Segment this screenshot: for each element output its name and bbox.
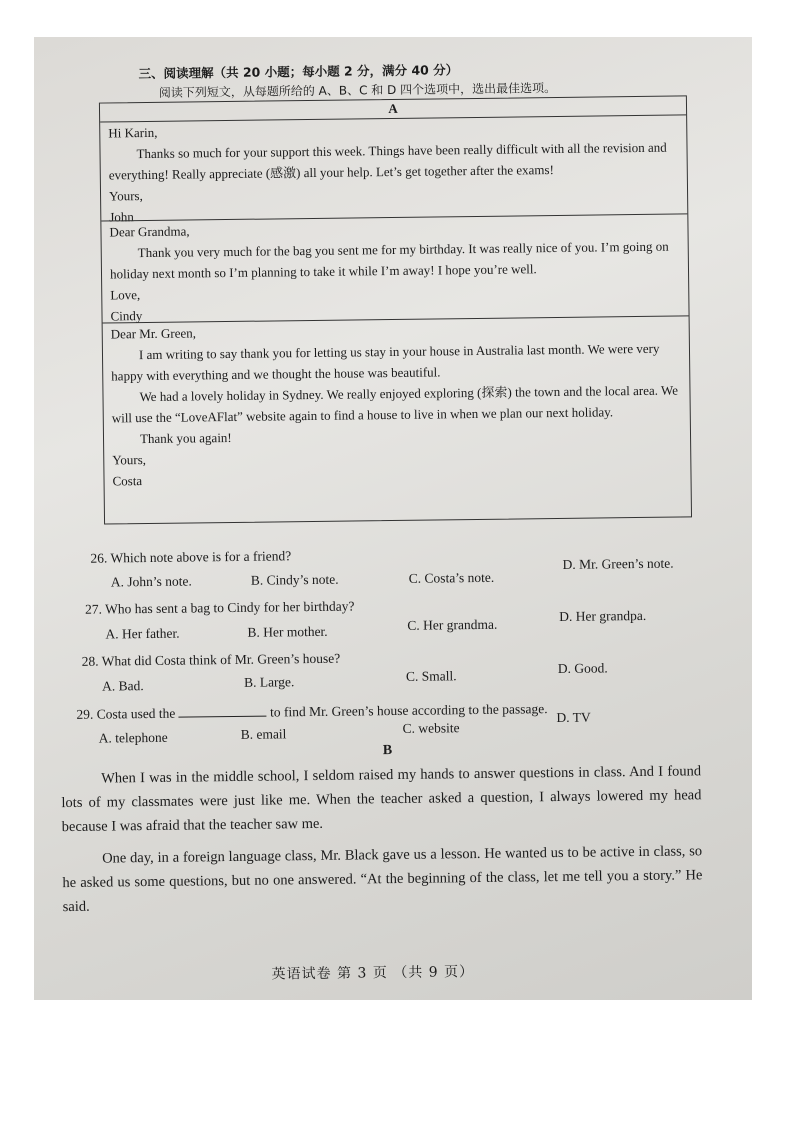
option-d[interactable]: D. Her grandpa. (559, 607, 647, 624)
question-stem: Who has sent a bag to Cindy for her birthday? (105, 598, 355, 617)
note-greeting: Dear Mr. Green, (110, 325, 197, 342)
instructions: 阅读下列短文，从每题所给的 A、B、C 和 D 四个选项中，选出最佳选项。 (158, 80, 557, 100)
section-title: 三、阅读理解（共 20 小题；每小题 2 分，满分 40 分） (138, 62, 459, 82)
question-29 (76, 699, 547, 723)
question-stem-before: Costa used the (96, 705, 176, 722)
answer-blank[interactable] (179, 703, 267, 718)
question-number: 26. (90, 550, 108, 566)
note-closing: Yours, (112, 452, 147, 468)
option-b[interactable]: B. Cindy’s note. (250, 571, 339, 588)
passage-a-box (99, 95, 692, 524)
option-a[interactable]: A. John’s note. (110, 573, 192, 590)
question-stem: What did Costa think of Mr. Green’s house? (101, 650, 341, 669)
note-signature: John (109, 209, 134, 225)
note-signature: Costa (112, 473, 143, 489)
exam-page-photo (34, 37, 752, 1000)
question-27 (85, 598, 355, 617)
note-body-3: Thank you again! (139, 429, 232, 447)
option-b[interactable]: B. Large. (243, 674, 295, 690)
option-d[interactable]: D. TV (556, 709, 591, 726)
page-footer: 英语试卷 第 3 页 （共 9 页） (271, 964, 475, 983)
option-d[interactable]: D. Mr. Green’s note. (562, 555, 674, 572)
option-a[interactable]: A. telephone (98, 729, 168, 746)
question-stem-after: to find Mr. Green’s house according to the passage. (270, 701, 548, 720)
note-body: Thanks so much for your support this week. Things have been really difficult with all the revision and everything! Really appreciate (感激) all your help. Let’s get together after the exams! (108, 139, 667, 183)
question-number: 29. (76, 706, 94, 722)
option-b[interactable]: B. email (240, 726, 287, 742)
option-c[interactable]: C. Her grandma. (407, 616, 498, 633)
note-body-2: We had a lovely holiday in Sydney. We really enjoyed exploring (探索) the town and the local area. We will use the “LoveAFlat” website again to find a house to live in when we plan our next holiday. (111, 382, 679, 426)
question-number: 28. (81, 653, 99, 669)
note-cindy (101, 213, 688, 324)
question-stem: Which note above is for a friend? (110, 548, 292, 566)
option-b[interactable]: B. Her mother. (247, 623, 328, 640)
note-costa (103, 315, 691, 523)
passage-a-label: A (388, 100, 398, 117)
option-a[interactable]: A. Bad. (101, 678, 144, 694)
note-greeting: Dear Grandma, (109, 223, 190, 240)
note-closing: Yours, (108, 188, 143, 204)
note-closing: Love, (110, 287, 141, 303)
option-c[interactable]: C. Small. (405, 668, 457, 684)
question-28 (82, 651, 341, 670)
note-greeting: Hi Karin, (108, 124, 158, 141)
question-number: 27. (85, 601, 103, 617)
passage-b-paragraph-1: When I was in the middle school, I seldom raised my hands to answer questions in class. And I found lots of my classmates were just like me. When the teacher asked a question, I always lowered my head because I was afraid that the teacher saw me. (61, 763, 702, 836)
note-john (100, 114, 687, 225)
passage-b-paragraph-2: One day, in a foreign language class, Mr. Black gave us a lesson. He wanted us to be active in class, so he asked us some questions, but no one answered. “At the beginning of the class, let me tell you a story.” He said. (62, 843, 703, 916)
passage-b-label: B (382, 743, 393, 759)
option-c[interactable]: C. Costa’s note. (408, 569, 495, 586)
option-a[interactable]: A. Her father. (105, 625, 180, 642)
exam-sheet (34, 37, 752, 1000)
note-signature: Cindy (110, 308, 143, 324)
option-d[interactable]: D. Good. (557, 660, 608, 677)
option-c[interactable]: C. website (402, 720, 460, 736)
question-26 (90, 548, 291, 566)
note-body: Thank you very much for the bag you sent me for my birthday. It was really nice of you. I’m going on holiday next month so I’m planning to take it while I’m away! I hope you’re well. (109, 238, 669, 282)
note-body: I am writing to say thank you for letting us stay in your house in Australia last month. We were very happy with everything and we thought the house was beautiful. (111, 340, 660, 384)
